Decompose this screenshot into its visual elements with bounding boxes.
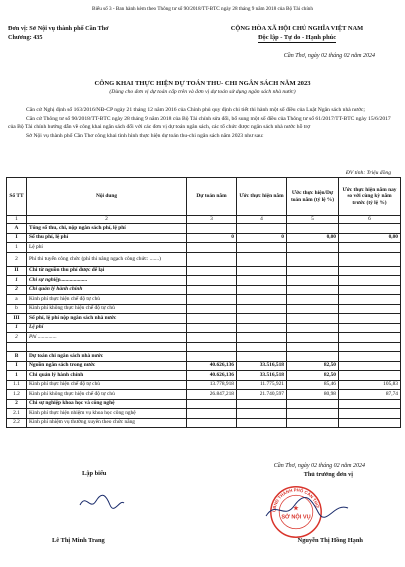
row-number: A	[7, 224, 27, 234]
row-yoy	[339, 342, 401, 352]
preparer-name: Lê Thị Minh Trang	[52, 537, 105, 544]
row-content: Phí thi tuyển công chức (phí thi nâng ngạch công chức: .......)	[27, 252, 187, 266]
row-content	[27, 342, 187, 352]
row-ratio	[287, 266, 339, 276]
row-estimate	[237, 276, 287, 286]
row-ratio	[287, 323, 339, 333]
header-ratio: Ước thực hiện/Dự toán năm (tỷ lệ %)	[287, 178, 339, 216]
row-budget: 40.626,136	[187, 371, 237, 381]
signature-date: Cần Thơ, ngày 02 tháng 02 năm 2024	[273, 463, 365, 469]
paragraph: Căn cứ Thông tư số 90/2018/TT-BTC ngày 28 tháng 9 năm 2018 của Bộ Tài chính sửa đổi, bổ sung một số điều của Thông tư số 61/2017/TT-BTC ngày 15/6/2017 của Bộ Tài chính hướng dẫn về công khai ngân sách đối với các đơn vị dự toán ngân sách, các tổ chức được ngân sách nhà nước hỗ trợ	[8, 116, 391, 130]
row-number: III	[7, 314, 27, 324]
row-content: Lệ phí	[27, 323, 187, 333]
row-budget	[187, 243, 237, 253]
row-number: 1	[7, 371, 27, 381]
row-estimate: 33.516,518	[237, 361, 287, 371]
row-ratio	[287, 399, 339, 409]
head-title: Thủ trưởng đơn vị	[303, 471, 353, 478]
nation-name: CỘNG HÒA XÃ HỘI CHỦ NGHĨA VIỆT NAM	[230, 25, 364, 32]
row-number: I	[7, 361, 27, 371]
row-estimate	[237, 314, 287, 324]
preparer-signature	[76, 487, 126, 517]
document-title: CÔNG KHAI THỰC HIỆN DỰ TOÁN THU- CHI NGÂN SÁCH NĂM 2023	[94, 80, 311, 87]
row-ratio	[287, 276, 339, 286]
row-ratio: 82,50	[287, 361, 339, 371]
row-ratio	[287, 304, 339, 314]
chapter-line: Chương: 435	[8, 33, 43, 41]
row-yoy	[339, 352, 401, 362]
row-estimate	[237, 285, 287, 295]
row-content: Kinh phí thực hiện nhiệm vụ khoa học công nghệ	[27, 409, 187, 419]
row-yoy	[339, 243, 401, 253]
row-estimate	[237, 243, 287, 253]
row-yoy	[339, 314, 401, 324]
row-budget: 13.778,918	[187, 380, 237, 390]
row-yoy	[339, 285, 401, 295]
table-row	[7, 252, 401, 266]
row-budget	[187, 224, 237, 234]
row-number: b	[7, 304, 27, 314]
row-budget	[187, 409, 237, 419]
table-row	[7, 233, 401, 243]
row-ratio: 82,50	[287, 371, 339, 381]
row-number	[7, 342, 27, 352]
row-estimate	[237, 252, 287, 266]
motto: Độc lập - Tự do - Hạnh phúc	[258, 34, 336, 44]
row-yoy	[339, 295, 401, 305]
row-content: Chi từ nguồn thu phí được để lại	[27, 266, 187, 276]
row-number: 2	[7, 285, 27, 295]
row-content: Kinh phí không thực hiện chế độ tự chủ	[27, 304, 187, 314]
table-row	[7, 243, 401, 253]
row-number: II	[7, 266, 27, 276]
row-yoy	[339, 266, 401, 276]
row-number: 1	[7, 276, 27, 286]
row-content: Kinh phí thực hiện chế độ tự chủ	[27, 380, 187, 390]
row-number: I	[7, 233, 27, 243]
table-row	[7, 304, 401, 314]
row-content: Phí ..............	[27, 333, 187, 343]
row-budget	[187, 304, 237, 314]
row-content: Tổng số thu, chi, nộp ngân sách phí, lệ phí	[27, 224, 187, 234]
row-yoy	[339, 399, 401, 409]
body-text	[8, 107, 398, 142]
row-budget	[187, 342, 237, 352]
header-yoy: Ước thực hiện năm nay so với cùng kỳ năm trước (tỷ lệ %)	[339, 178, 401, 216]
row-number: 1	[7, 243, 27, 253]
col-number: 4	[237, 216, 287, 224]
table-row	[7, 266, 401, 276]
row-yoy	[339, 333, 401, 343]
row-ratio	[287, 418, 339, 428]
row-content: Chi sự nghiệp....................	[27, 276, 187, 286]
table-row	[7, 342, 401, 352]
row-yoy	[339, 371, 401, 381]
header-left	[8, 25, 109, 42]
row-estimate	[237, 266, 287, 276]
table-row	[7, 418, 401, 428]
row-number: 2	[7, 252, 27, 266]
row-yoy	[339, 418, 401, 428]
table-row	[7, 323, 401, 333]
row-content: Kinh phí nhiệm vụ thường xuyên theo chức năng	[27, 418, 187, 428]
row-ratio	[287, 409, 339, 419]
row-yoy: 87,74	[339, 390, 401, 400]
row-number: 1	[7, 323, 27, 333]
row-yoy	[339, 252, 401, 266]
row-estimate	[237, 295, 287, 305]
row-content: Số thu phí, lệ phí	[27, 233, 187, 243]
row-ratio	[287, 243, 339, 253]
table-row	[7, 390, 401, 400]
table-row	[7, 285, 401, 295]
head-name: Nguyễn Thị Hồng Hạnh	[297, 537, 363, 544]
row-yoy	[339, 304, 401, 314]
row-content: Số phí, lệ phí nộp ngân sách nhà nước	[27, 314, 187, 324]
row-estimate	[237, 399, 287, 409]
row-ratio: 85,46	[287, 380, 339, 390]
row-estimate	[237, 352, 287, 362]
row-content: Lệ phí	[27, 243, 187, 253]
table-row	[7, 399, 401, 409]
row-budget	[187, 418, 237, 428]
row-ratio	[287, 342, 339, 352]
stamp-text: SỞ NỘI VỤ	[281, 514, 311, 521]
document-subtitle: (Dùng cho đơn vị dự toán cấp trên và đơn vị dự toán sử dụng ngân sách nhà nước)	[109, 89, 296, 95]
header-budget: Dự toán năm	[187, 178, 237, 216]
col-number: 3	[187, 216, 237, 224]
paragraph: Căn cứ Nghị định số 163/2016/NĐ-CP ngày 21 tháng 12 năm 2016 của Chính phủ quy định chi tiết thi hành một số điều của Luật Ngân sách nhà nước;	[26, 107, 365, 113]
row-yoy	[339, 361, 401, 371]
row-budget	[187, 333, 237, 343]
row-yoy: 0,00	[339, 233, 401, 243]
col-number: 5	[287, 216, 339, 224]
row-yoy	[339, 323, 401, 333]
row-estimate	[237, 418, 287, 428]
row-content: Dự toán chi ngân sách nhà nước	[27, 352, 187, 362]
preparer-title: Lập biểu	[82, 470, 107, 477]
row-estimate: 11.775,921	[237, 380, 287, 390]
row-content: Chi sự nghiệp khoa học và công nghệ	[27, 399, 187, 409]
row-budget	[187, 323, 237, 333]
row-estimate	[237, 409, 287, 419]
row-number: 1.1	[7, 380, 27, 390]
paragraph: Sở Nội vụ thành phố Cần Thơ công khai tình hình thực hiện dự toán thu-chi ngân sách năm 2023 như sau:	[26, 132, 264, 139]
row-number: 1.2	[7, 390, 27, 400]
table-row	[7, 380, 401, 390]
row-ratio	[287, 352, 339, 362]
col-number: 6	[339, 216, 401, 224]
row-yoy	[339, 224, 401, 234]
row-ratio: 80,98	[287, 390, 339, 400]
table-body	[7, 224, 401, 428]
row-ratio	[287, 285, 339, 295]
row-estimate	[237, 333, 287, 343]
stamp-ring-text: UBND THÀNH PHỐ CẦN THƠ	[271, 487, 321, 513]
row-number: 2	[7, 333, 27, 343]
row-yoy	[339, 409, 401, 419]
table-row	[7, 224, 401, 234]
header-date: Cần Thơ, ngày 02 tháng 02 năm 2024	[283, 53, 375, 59]
row-budget	[187, 295, 237, 305]
row-budget	[187, 314, 237, 324]
row-number: 2	[7, 399, 27, 409]
header-right	[192, 25, 402, 43]
top-note: Biểu số 3 - Ban hành kèm theo Thông tư số 90/2018/TT-BTC ngày 28 tháng 9 năm 2018 của Bộ Tài chính	[92, 6, 313, 12]
row-content: Chi quản lý hành chính	[27, 371, 187, 381]
col-number: 1	[7, 216, 27, 224]
table-row	[7, 352, 401, 362]
row-number: a	[7, 295, 27, 305]
row-ratio: 0,00	[287, 233, 339, 243]
row-estimate	[237, 224, 287, 234]
row-budget: 40.626,136	[187, 361, 237, 371]
row-number: B	[7, 352, 27, 362]
row-content: Nguồn ngân sách trong nước	[27, 361, 187, 371]
row-budget	[187, 285, 237, 295]
svg-text:★: ★	[293, 506, 299, 513]
unit-note: ĐV tính: Triệu đồng	[345, 170, 391, 176]
table-row	[7, 371, 401, 381]
row-estimate	[237, 342, 287, 352]
table-row	[7, 361, 401, 371]
row-budget	[187, 276, 237, 286]
header-stt: Số TT	[7, 178, 27, 216]
row-ratio	[287, 333, 339, 343]
header-estimate: Ước thực hiện năm	[237, 178, 287, 216]
table-row	[7, 333, 401, 343]
row-estimate: 0	[237, 233, 287, 243]
row-estimate: 21.740,597	[237, 390, 287, 400]
unit-line: Đơn vị: Sở Nội vụ thành phố Cần Thơ	[8, 25, 109, 32]
table-row	[7, 314, 401, 324]
row-budget	[187, 352, 237, 362]
row-yoy	[339, 276, 401, 286]
row-budget: 0	[187, 233, 237, 243]
row-ratio	[287, 295, 339, 305]
row-budget	[187, 399, 237, 409]
budget-table	[6, 177, 401, 428]
row-budget	[187, 266, 237, 276]
row-budget: 26.847,218	[187, 390, 237, 400]
row-budget	[187, 252, 237, 266]
col-number: 2	[27, 216, 187, 224]
table-row	[7, 276, 401, 286]
row-estimate	[237, 323, 287, 333]
row-ratio	[287, 314, 339, 324]
table-row	[7, 295, 401, 305]
row-content: Chi quản lý hành chính	[27, 285, 187, 295]
row-ratio	[287, 252, 339, 266]
row-number: 2.2	[7, 418, 27, 428]
row-estimate: 33.516,518	[237, 371, 287, 381]
row-content: Kinh phí thực hiện chế độ tự chủ	[27, 295, 187, 305]
row-estimate	[237, 304, 287, 314]
header-content: Nội dung	[27, 178, 187, 216]
head-signature	[262, 490, 352, 530]
row-yoy: 105,83	[339, 380, 401, 390]
row-content: Kinh phí không thực hiện chế độ tự chủ	[27, 390, 187, 400]
table-row	[7, 409, 401, 419]
row-ratio	[287, 224, 339, 234]
row-number: 2.1	[7, 409, 27, 419]
